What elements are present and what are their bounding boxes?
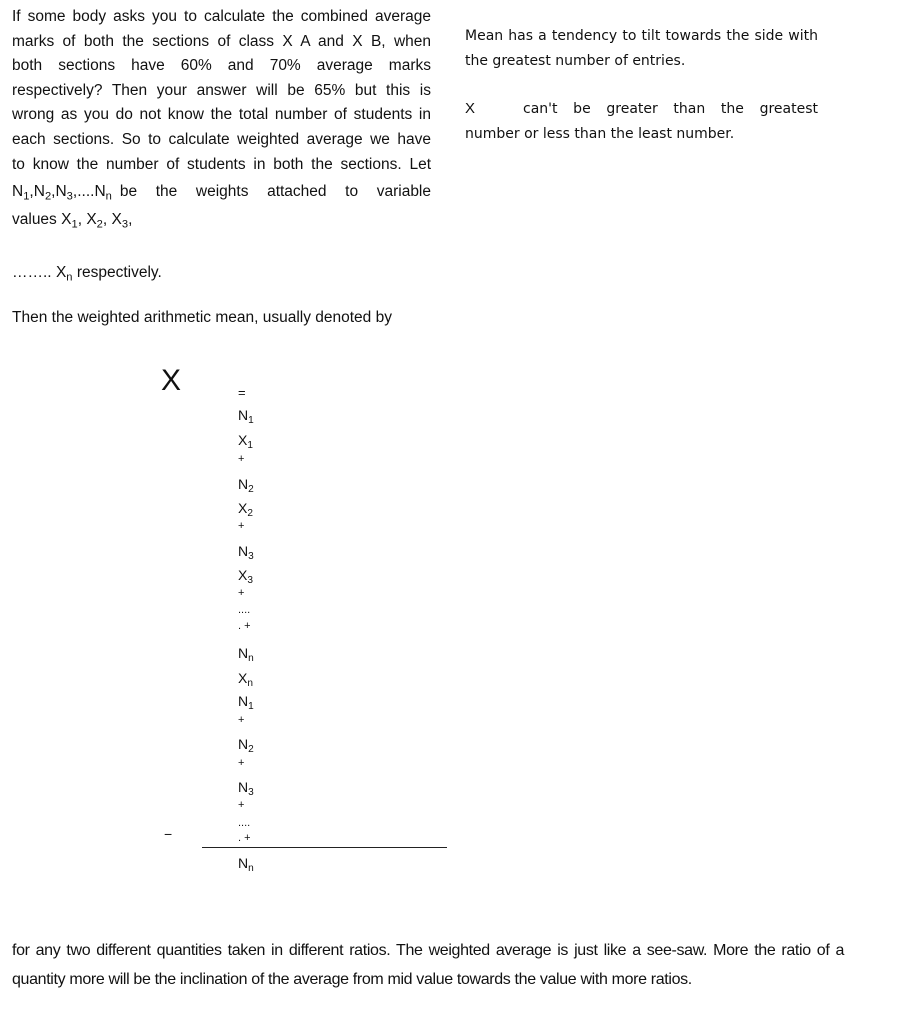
numerator-term xyxy=(238,543,254,563)
numerator-term xyxy=(238,832,251,844)
weights-line xyxy=(12,177,431,207)
term-base: + xyxy=(238,714,245,726)
paragraph-line: to know the number of students in both the sections. Let xyxy=(12,155,431,173)
values-line xyxy=(12,211,132,229)
numerator-term xyxy=(238,520,244,532)
term-base: + xyxy=(238,453,245,465)
value-x2-base: X xyxy=(86,211,97,228)
numerator-term xyxy=(238,587,244,599)
minus-sign: − xyxy=(164,826,173,842)
term-base: N xyxy=(238,407,249,423)
value-x3: $X_3$, xyxy=(111,211,133,231)
numerator-term xyxy=(238,432,253,452)
fraction-bar xyxy=(202,847,447,848)
paragraph-line: If some body asks you to calculate the combined average xyxy=(12,8,431,25)
values-prefix: values xyxy=(12,211,57,228)
numerator-term xyxy=(238,645,254,665)
side-note-bounds-text: can't be greater than the greatest number or less than the least number. xyxy=(465,101,818,142)
weight-n1: $N_1$, xyxy=(12,183,34,203)
numerator-term xyxy=(238,500,253,520)
numerator-term xyxy=(238,736,254,756)
numerator-term xyxy=(238,817,250,829)
numerator-term xyxy=(238,693,254,713)
weight-n2-base: N xyxy=(33,183,45,201)
paragraph-line: respectively? Then your answer will be 65% but this is xyxy=(12,81,431,99)
value-x2-sub: 2 xyxy=(96,218,103,231)
term-base: X xyxy=(238,500,248,516)
ellipsis: .... xyxy=(77,183,95,201)
weight-n2-sub: 2 xyxy=(44,190,52,203)
weight-nn-base: N xyxy=(94,183,106,201)
paragraph-line: wrong as you do not know the total number of students in xyxy=(12,106,431,124)
value-xn xyxy=(55,264,73,284)
paragraph-line: marks of both the sections of class X A and X B, when xyxy=(12,32,431,50)
intro-paragraph xyxy=(12,5,431,207)
denominator-base: N xyxy=(238,855,249,871)
term-base: N xyxy=(238,476,249,492)
term-sub: 1 xyxy=(248,415,254,427)
weighted-mean-intro: Then the weighted arithmetic mean, usually denoted by xyxy=(12,309,392,326)
paragraph-line: both sections have 60% and 70% average marks xyxy=(12,57,431,75)
mean-symbol-large: X xyxy=(161,364,182,397)
term-base: .... xyxy=(238,817,251,829)
term-sub: 2 xyxy=(248,744,254,756)
term-base: N xyxy=(238,693,249,709)
numerator-term xyxy=(238,620,251,632)
weights-line-text: be the weights attached to variable xyxy=(119,183,431,201)
numerator-term xyxy=(238,757,244,769)
value-x1-base: X xyxy=(61,211,72,228)
term-base: N xyxy=(238,645,249,661)
weight-n3-base: N xyxy=(55,183,67,201)
term-sub: 1 xyxy=(247,440,253,452)
term-sub: 2 xyxy=(248,484,254,496)
numerator-term xyxy=(238,779,254,799)
weight-nn-sub: n xyxy=(105,190,112,203)
numerator-term xyxy=(238,476,254,496)
numerator-term xyxy=(238,567,253,587)
term-sub: 2 xyxy=(247,508,253,520)
paragraph-line: each sections. So to calculate weighted average we have xyxy=(12,130,431,148)
term-sub: n xyxy=(248,653,254,665)
side-note-bounds xyxy=(465,97,818,146)
term-base: N xyxy=(238,779,249,795)
term-base: . + xyxy=(238,832,251,844)
term-base: + xyxy=(238,757,245,769)
term-base: X xyxy=(238,432,248,448)
denominator-term xyxy=(238,855,254,875)
term-base: + xyxy=(238,799,245,811)
value-x3-base: X xyxy=(111,211,122,228)
term-sub: 3 xyxy=(248,787,254,799)
value-x2: $X_2$, xyxy=(86,211,108,231)
ellipsis: …….. xyxy=(12,264,52,281)
term-base: + xyxy=(238,587,245,599)
term-sub: 3 xyxy=(247,575,253,587)
term-sub: 3 xyxy=(248,551,254,563)
denominator-sub: n xyxy=(248,863,254,875)
term-base: X xyxy=(238,670,248,686)
weight-n2: $N_2$, xyxy=(33,183,56,203)
numerator-term xyxy=(238,799,244,811)
term-base: N xyxy=(238,736,249,752)
term-sub: n xyxy=(247,678,253,690)
value-x3-sub: 3 xyxy=(121,218,129,231)
equals-sign: = xyxy=(238,385,246,400)
term-sub: 1 xyxy=(248,701,254,713)
term-base: X xyxy=(238,567,248,583)
numerator-term xyxy=(238,604,250,616)
see-saw-paragraph: for any two different quantities taken in different ratios. The weighted average is just like a see-saw. More the ratio of a quantity more will be the inclination of the average from mid value towards the value with more ratios. xyxy=(12,942,844,988)
term-base: .... xyxy=(238,604,251,616)
respectively-text: respectively. xyxy=(76,264,162,281)
numerator-term xyxy=(238,670,253,690)
xn-respectively-line xyxy=(12,264,162,282)
mean-symbol: X xyxy=(465,100,476,117)
value-x1: $X_1$, xyxy=(61,211,82,231)
term-base: N xyxy=(238,543,249,559)
weight-nn xyxy=(94,177,111,207)
weight-n3: $N_3$, xyxy=(55,183,78,203)
value-xn-base: X xyxy=(55,264,67,281)
term-base: . + xyxy=(238,620,251,632)
numerator-term xyxy=(238,407,254,427)
side-note-tilt: Mean has a tendency to tilt towards the side with the greatest number of entries. xyxy=(465,28,818,69)
weight-n1-sub: 1 xyxy=(23,190,30,203)
numerator-term xyxy=(238,453,244,465)
weight-n1-base: N xyxy=(12,183,24,201)
value-xn-sub: n xyxy=(66,271,73,284)
value-x1-sub: 1 xyxy=(71,218,78,231)
term-base: + xyxy=(238,520,245,532)
weight-n3-sub: 3 xyxy=(66,190,73,203)
numerator-term xyxy=(238,714,244,726)
